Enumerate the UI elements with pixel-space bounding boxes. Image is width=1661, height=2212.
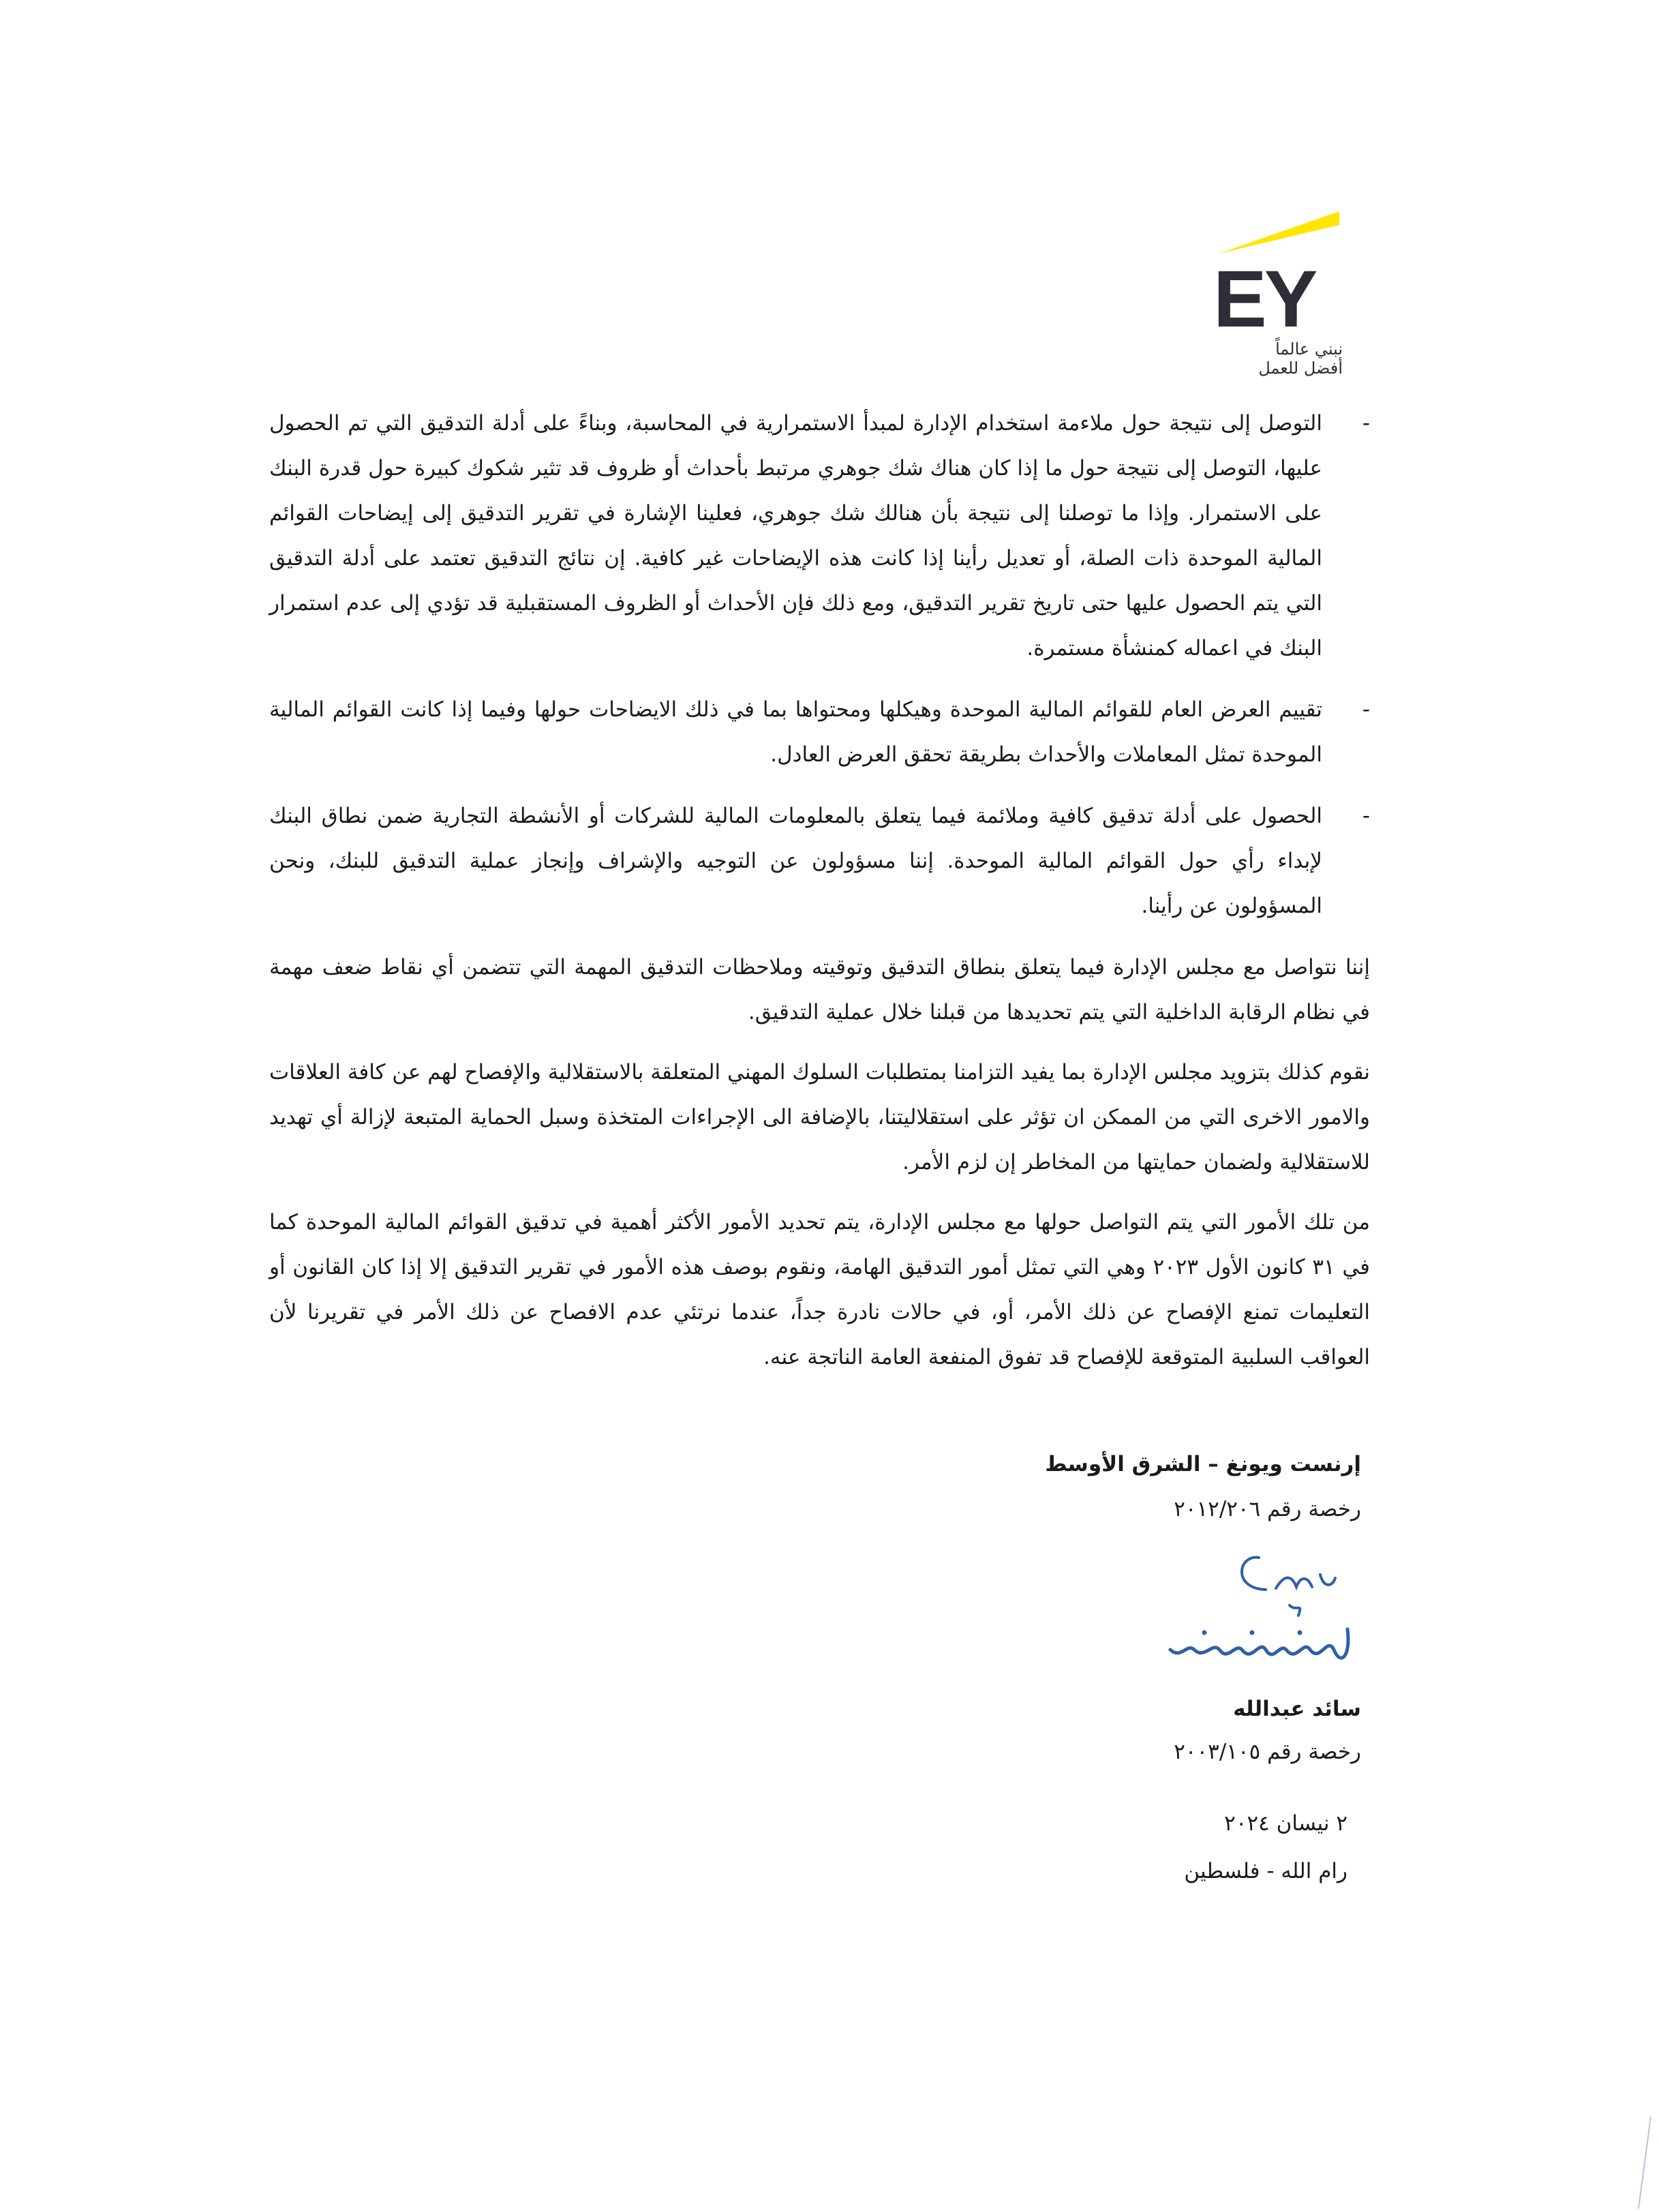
list-item xyxy=(269,401,1370,671)
bullet-marker: - xyxy=(1362,697,1370,722)
paragraph: نقوم كذلك بتزويد مجلس الإدارة بما يفيد التزامنا بمتطلبات السلوك المهني المتعلقة بالاستقلالية والإفصاح لهم عن كافة العلاقات والامور الاخرى التي من الممكن ان تؤثر على استقلاليتنا، بالإضافة الى الإجراءات المتخذة وسبل الحماية المتبعة لإزالة أي تهديد للاستقلالية ولضمان حمايتها من المخاطر إن لزم الأمر. xyxy=(269,1060,1370,1175)
bullet-marker: - xyxy=(1362,804,1370,828)
logo-tagline-line2: أفضل للعمل xyxy=(1258,359,1343,378)
list-item xyxy=(269,793,1370,928)
paragraph: إننا نتواصل مع مجلس الإدارة فيما يتعلق بنطاق التدقيق وتوقيته وملاحظات التدقيق المهمة التي تتضمن أي نقاط ضعف مهمة في نظام الرقابة الداخلية التي يتم تحديدها من قبلنا خلال عملية التدقيق. xyxy=(269,955,1370,1025)
handwritten-signature xyxy=(1157,1547,1361,1677)
list-item xyxy=(269,687,1370,777)
signer-license: رخصة رقم ٢٠٠٣/١٠٥ xyxy=(1174,1740,1361,1764)
report-location: رام الله - فلسطين xyxy=(1184,1859,1347,1883)
logo-tagline-line1: نبني عالماً xyxy=(1275,339,1343,359)
list-item-text: التوصل إلى نتيجة حول ملاءمة استخدام الإدارة لمبدأ الاستمرارية في المحاسبة، وبناءً على أدلة التدقيق التي تم الحصول عليها، التوصل إلى نتيجة حول ما إذا كان هناك شك جوهري مرتبط بأحداث أو ظروف قد تثير شكوك كبيرة حول قدرة البنك على الاستمرار. وإذا ما توصلنا إلى نتيجة بأن هنالك شك جوهري، فعلينا الإشارة في تقرير التدقيق إلى إيضاحات القوائم المالية الموحدة ذات الصلة، أو تعديل رأينا إذا كانت هذه الإيضاحات غير كافية. إن نتائج التدقيق تعتمد على أدلة التدقيق التي يتم الحصول عليها حتى تاريخ تقرير التدقيق، ومع ذلك فإن الأحداث أو الظروف المستقبلية قد تؤدي إلى عدم استمرار البنك في اعماله كمنشأة مستمرة. xyxy=(269,411,1322,661)
bullet-marker: - xyxy=(1362,411,1370,436)
date-location-block xyxy=(1184,1800,1347,1895)
ey-logo xyxy=(1213,204,1350,378)
report-date: ٢ نيسان ٢٠٢٤ xyxy=(1224,1811,1347,1836)
list-item-text: الحصول على أدلة تدقيق كافية وملائمة فيما يتعلق بالمعلومات المالية للشركات أو الأنشطة التجارية ضمن نطاق البنك لإبداء رأي حول القوائم المالية الموحدة. إننا مسؤولون عن التوجيه والإشراف وإنجاز عملية التدقيق للبنك، ونحن المسؤولون عن رأينا. xyxy=(269,804,1322,918)
firm-license: رخصة رقم ٢٠١٢/٢٠٦ xyxy=(1174,1497,1361,1521)
document-body xyxy=(269,401,1370,1395)
logo-beam-icon xyxy=(1213,204,1350,259)
signer-name: سائد عبدالله xyxy=(1233,1697,1361,1721)
pen-mark xyxy=(1629,2113,1656,2212)
paragraph: من تلك الأمور التي يتم التواصل حولها مع مجلس الإدارة، يتم تحديد الأمور الأكثر أهمية في تدقيق القوائم المالية الموحدة كما في ٣١ كانون الأول ٢٠٢٣ وهي التي تمثل أمور التدقيق الهامة، ونقوم بوصف هذه الأمور في تقرير التدقيق إلا إذا كان القانون أو التعليمات تمنع الإفصاح عن ذلك الأمر، أو، في حالات نادرة جداً، عندما نرتئي عدم الافصاح عن ذلك الأمر في تقريرنا لأن العواقب السلبية المتوقعة للإفصاح قد تفوق المنفعة العامة الناتجة عنه. xyxy=(269,1210,1370,1369)
firm-name: إرنست ويونغ – الشرق الأوسط xyxy=(1045,1452,1361,1476)
list-item-text: تقييم العرض العام للقوائم المالية الموحدة وهيكلها ومحتواها بما في ذلك الايضاحات حولها وفيما إذا كانت القوائم المالية الموحدة تمثل المعاملات والأحداث بطريقة تحقق العرض العادل. xyxy=(269,697,1322,767)
logo-wordmark: EY xyxy=(1213,254,1315,344)
